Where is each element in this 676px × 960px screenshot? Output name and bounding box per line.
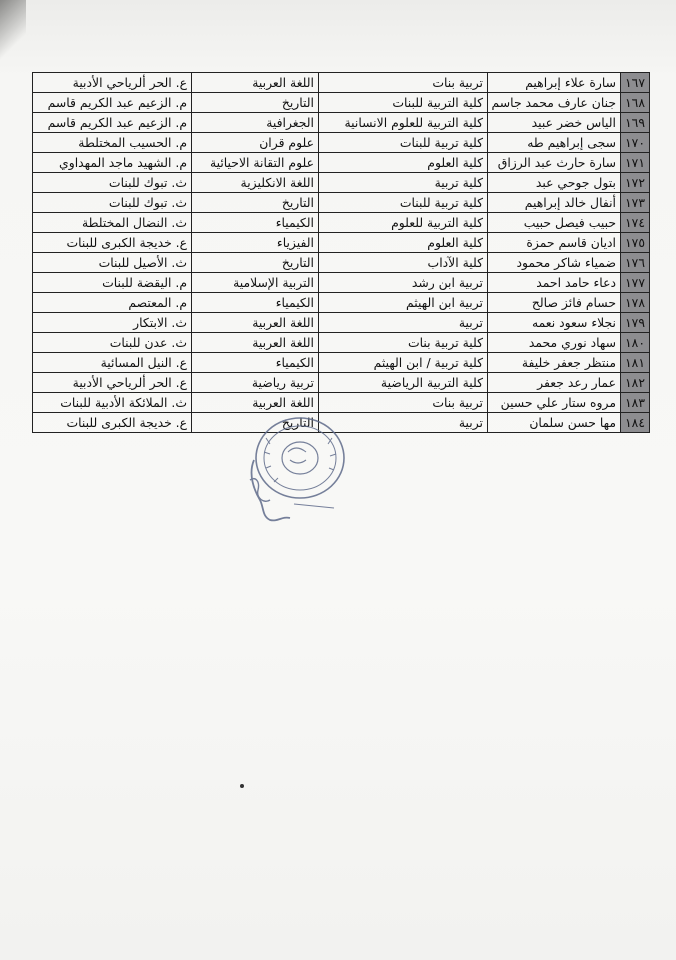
row-number: ١٦٨ [621,93,650,113]
table-row [33,193,650,213]
college-cell: تربية [319,313,488,333]
department-cell: التاريخ [192,193,319,213]
table-row [33,333,650,353]
page-mark-dot [240,784,244,788]
table-row [33,233,650,253]
department-cell: التاريخ [192,253,319,273]
table-row [33,293,650,313]
school-cell: ع. خديجة الكبرى للبنات [33,413,192,433]
department-cell: الجغرافية [192,113,319,133]
teacher-name: الياس خضر عبيد [488,113,621,133]
table-row [33,173,650,193]
college-cell: كلية التربية للعلوم [319,213,488,233]
school-cell: ث. تبوك للبنات [33,193,192,213]
college-cell: تربية ابن الهيثم [319,293,488,313]
teacher-name: ضمياء شاكر محمود [488,253,621,273]
school-cell: ث. تبوك للبنات [33,173,192,193]
department-cell: الكيمياء [192,293,319,313]
department-cell: الكيمياء [192,213,319,233]
table-row [33,313,650,333]
teacher-name: حبيب فيصل حبيب [488,213,621,233]
official-seal-icon [236,408,352,524]
table-row [33,73,650,93]
table-row [33,373,650,393]
row-number: ١٧٣ [621,193,650,213]
row-number: ١٨٣ [621,393,650,413]
department-cell: التاريخ [192,93,319,113]
college-cell: تربية بنات [319,73,488,93]
college-cell: تربية [319,413,488,433]
college-cell: كلية تربية / ابن الهيثم [319,353,488,373]
row-number: ١٧٦ [621,253,650,273]
department-cell: علوم التقانة الاحيائية [192,153,319,173]
table-row [33,113,650,133]
teacher-name: عمار رعد جعفر [488,373,621,393]
college-cell: كلية تربية [319,173,488,193]
department-cell: اللغة الانكليزية [192,173,319,193]
school-cell: م. الزعيم عبد الكريم قاسم [33,113,192,133]
college-cell: تربية بنات [319,393,488,413]
row-number: ١٦٩ [621,113,650,133]
college-cell: كلية تربية بنات [319,333,488,353]
teacher-name: أنفال خالد إبراهيم [488,193,621,213]
page-corner-shadow [0,0,26,60]
department-cell: اللغة العربية [192,393,319,413]
teacher-name: سارة علاء إبراهيم [488,73,621,93]
college-cell: كلية تربية للبنات [319,133,488,153]
school-cell: ع. الحر ألرياحي الأدبية [33,373,192,393]
table-body [33,73,650,433]
row-number: ١٧٠ [621,133,650,153]
row-number: ١٧٧ [621,273,650,293]
teacher-name: سجى إبراهيم طه [488,133,621,153]
school-cell: م. الزعيم عبد الكريم قاسم [33,93,192,113]
college-cell: كلية التربية للعلوم الانسانية [319,113,488,133]
row-number: ١٨٠ [621,333,650,353]
teacher-name: سهاد نوري محمد [488,333,621,353]
teacher-name: سارة حارث عبد الرزاق [488,153,621,173]
school-cell: ث. عدن للبنات [33,333,192,353]
college-cell: كلية التربية للبنات [319,93,488,113]
college-cell: تربية ابن رشد [319,273,488,293]
row-number: ١٧٥ [621,233,650,253]
department-cell: الكيمياء [192,353,319,373]
school-cell: ث. الأصيل للبنات [33,253,192,273]
teacher-name: دعاء حامد احمد [488,273,621,293]
row-number: ١٨١ [621,353,650,373]
table-row [33,273,650,293]
row-number: ١٧٩ [621,313,650,333]
college-cell: كلية العلوم [319,153,488,173]
row-number: ١٧٢ [621,173,650,193]
school-cell: ع. خديجة الكبرى للبنات [33,233,192,253]
teacher-name: جنان عارف محمد جاسم [488,93,621,113]
department-cell: اللغة العربية [192,313,319,333]
school-cell: ع. النيل المسائية [33,353,192,373]
department-cell: التاريخ [192,413,319,433]
college-cell: كلية تربية للبنات [319,193,488,213]
table-row [33,133,650,153]
row-number: ١٨٤ [621,413,650,433]
school-cell: ث. النضال المختلطة [33,213,192,233]
teacher-name: مها حسن سلمان [488,413,621,433]
school-cell: م. الحسيب المختلطة [33,133,192,153]
row-number: ١٨٢ [621,373,650,393]
school-cell: ث. الابتكار [33,313,192,333]
table-row [33,93,650,113]
department-cell: الفيزياء [192,233,319,253]
department-cell: اللغة العربية [192,333,319,353]
school-cell: ث. الملائكة الأدبية للبنات [33,393,192,413]
assignment-table [32,72,650,433]
row-number: ١٧٨ [621,293,650,313]
teacher-name: نجلاء سعود نعمه [488,313,621,333]
table-row [33,353,650,373]
department-cell: التربية الإسلامية [192,273,319,293]
teacher-name: مروه ستار علي حسين [488,393,621,413]
college-cell: كلية العلوم [319,233,488,253]
teacher-name: منتظر جعفر خليفة [488,353,621,373]
table-row [33,153,650,173]
school-cell: م. المعتصم [33,293,192,313]
college-cell: كلية الآداب [319,253,488,273]
school-cell: م. الشهيد ماجد المهداوي [33,153,192,173]
school-cell: ع. الحر ألرياحي الأدبية [33,73,192,93]
college-cell: كلية التربية الرياضية [319,373,488,393]
school-cell: م. اليقضة للبنات [33,273,192,293]
department-cell: تربية رياضية [192,373,319,393]
table-row [33,253,650,273]
row-number: ١٦٧ [621,73,650,93]
row-number: ١٧١ [621,153,650,173]
teacher-name: اديان قاسم حمزة [488,233,621,253]
teacher-name: بتول جوحي عبد [488,173,621,193]
teacher-name: حسام فائز صالح [488,293,621,313]
department-cell: اللغة العربية [192,73,319,93]
row-number: ١٧٤ [621,213,650,233]
table-row [33,213,650,233]
department-cell: علوم قران [192,133,319,153]
